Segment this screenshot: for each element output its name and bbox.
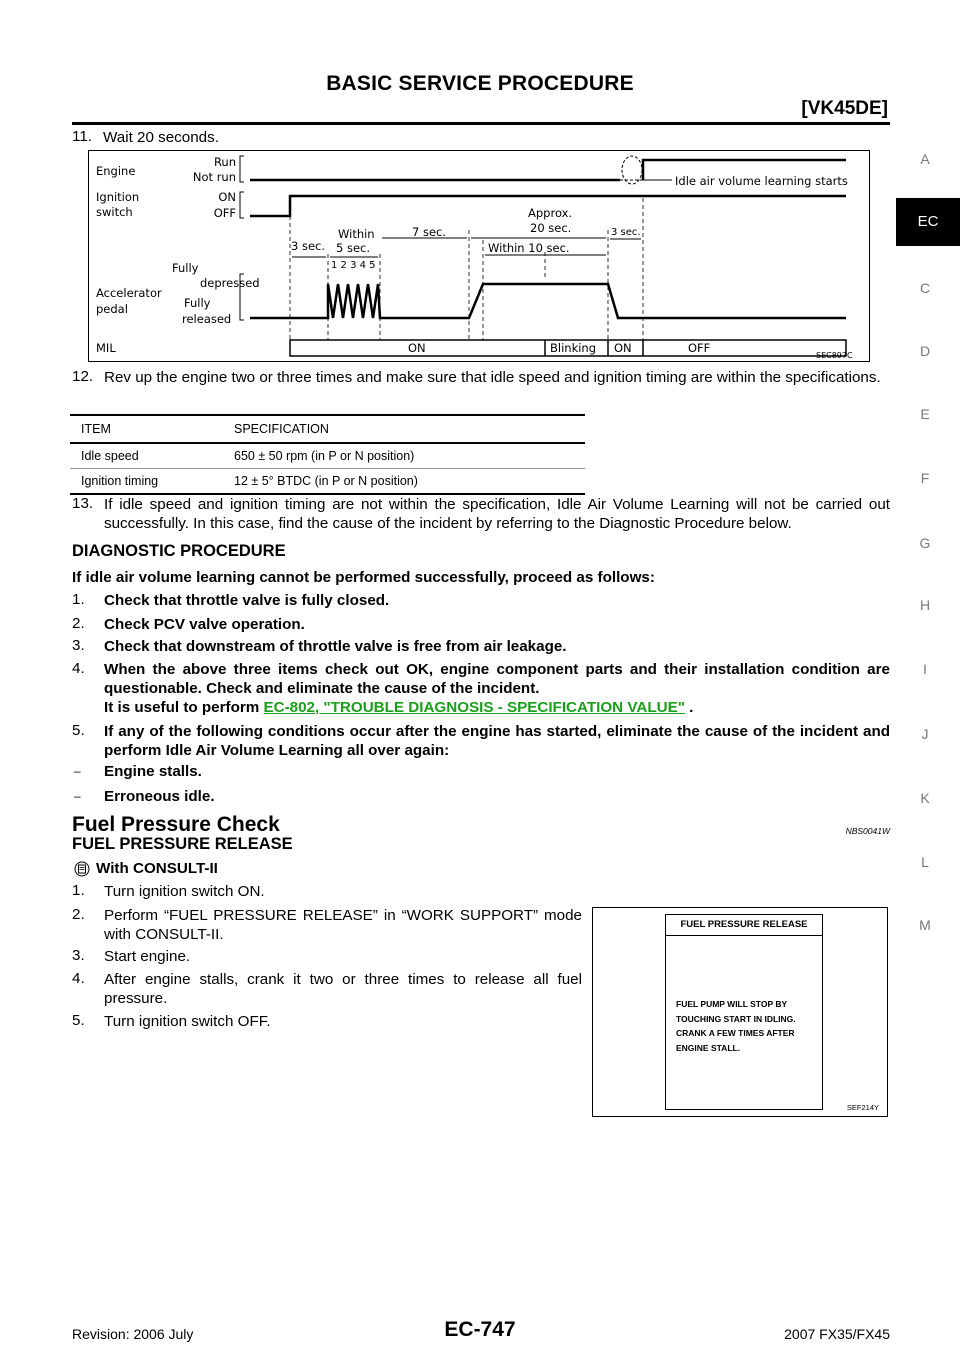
annot-7sec: 7 sec. [412, 225, 447, 239]
diag-intro: If idle air volume learning cannot be performed successfully, proceed as follows: [72, 569, 655, 586]
table-cell: 12 ± 5° BTDC (in P or N position) [223, 469, 585, 495]
spec-table [70, 414, 585, 495]
annot-approx-2: 20 sec. [530, 221, 572, 235]
fuel-step-2-text: Perform “FUEL PRESSURE RELEASE” in “WORK SUPPORT” mode with CONSULT-II. [104, 907, 582, 943]
state-run: Run [213, 155, 236, 169]
diag-item-1-number: 1. [72, 591, 85, 608]
fuel-section-code: NBS0041W [845, 826, 890, 836]
row-label-ignition-2: switch [96, 205, 133, 219]
step-11-text: Wait 20 seconds. [103, 129, 219, 146]
consult-screen-title: FUEL PRESSURE RELEASE [666, 915, 822, 936]
footer-revision: Revision: 2006 July [72, 1326, 194, 1342]
diag-heading: DIAGNOSTIC PROCEDURE [72, 542, 286, 560]
diagram-code: SEC897C [816, 351, 853, 360]
side-index-f[interactable]: F [920, 470, 930, 486]
diag-item-4-reference-intro: It is useful to perform [104, 699, 260, 716]
consult-screen-message [676, 997, 796, 1055]
diag-item-5-text: If any of the following conditions occur after the engine has started, eliminate the cause of the incident and perform Idle Air Volume Learning all over again: [104, 723, 890, 759]
side-index-a[interactable]: A [920, 151, 930, 167]
step-13-number: 13. [72, 495, 94, 512]
fuel-step-4-text: After engine stalls, crank it two or three times to release all fuel pressure. [104, 971, 582, 1007]
footer-model: 2007 FX35/FX45 [784, 1326, 890, 1342]
side-index-ec-tab[interactable]: EC [896, 198, 960, 246]
diag-item-4-number: 4. [72, 660, 85, 677]
side-index-l[interactable]: L [921, 854, 929, 870]
table-header: SPECIFICATION [223, 415, 585, 443]
fuel-step-3-text: Start engine. [104, 948, 191, 965]
fuel-step-1-text: Turn ignition switch ON. [104, 883, 265, 900]
page-number: EC-747 [444, 1318, 516, 1341]
figure-code: SEF214Y [846, 1103, 879, 1112]
row-label-ignition-1: Ignition [96, 190, 140, 204]
consult-screen-line: CRANK A FEW TIMES AFTER [676, 1028, 795, 1038]
fuel-step-3-number: 3. [72, 947, 85, 964]
annot-counts: 1 2 3 4 5 [331, 260, 376, 271]
diag-item-2-text: Check PCV valve operation. [104, 616, 305, 633]
step-12-number: 12. [72, 368, 94, 385]
subitem-2-dash: – [74, 789, 81, 803]
diag-item-5-number: 5. [72, 722, 85, 739]
consult-screen-figure [592, 907, 888, 1117]
state-not-run: Not run [192, 170, 236, 184]
idle-learning-timing-diagram [88, 150, 870, 362]
diag-item-4-text: When the above three items check out OK, engine component parts and their installation condition are questionable. Check and eliminate the cause of the incident. [104, 661, 890, 697]
table-cell: Idle speed [70, 443, 223, 469]
learning-starts-label: Idle air volume learning starts [675, 174, 848, 188]
annot-within-2: 5 sec. [336, 241, 371, 255]
specification-value-link[interactable]: EC-802, "TROUBLE DIAGNOSIS - SPECIFICATION VALUE" [263, 699, 685, 716]
side-index-d[interactable]: D [919, 343, 931, 359]
subitem-2-text: Erroneous idle. [104, 788, 215, 805]
fuel-step-5-text: Turn ignition switch OFF. [104, 1013, 271, 1030]
page-title: BASIC SERVICE PROCEDURE [326, 72, 634, 95]
diag-item-4-reference [104, 698, 890, 717]
row-label-accel-1: Accelerator [96, 286, 162, 300]
row-label-engine: Engine [96, 164, 136, 178]
fuel-step-4-number: 4. [72, 970, 85, 987]
consult-screen-line: TOUCHING START IN IDLING. [676, 1013, 796, 1024]
table-cell: 650 ± 50 rpm (in P or N position) [223, 443, 585, 469]
step-11-number: 11. [72, 128, 92, 145]
table-row [70, 443, 585, 469]
table-header-row [70, 415, 585, 443]
state-fully-released-1: Fully [184, 296, 211, 310]
fuel-subheading: FUEL PRESSURE RELEASE [72, 835, 293, 853]
annot-within10: Within 10 sec. [488, 241, 570, 255]
engine-code: [VK45DE] [801, 98, 888, 119]
mil-state-on-2: ON [614, 341, 632, 355]
state-fully-released-2: released [182, 312, 232, 326]
consult-label: With CONSULT-II [96, 860, 218, 877]
state-on: ON [218, 190, 236, 204]
consult-screen [665, 914, 823, 1110]
state-off: OFF [213, 206, 236, 220]
diag-item-1-text: Check that throttle valve is fully closed. [104, 592, 390, 609]
subitem-1-dash: – [74, 764, 81, 778]
side-index-i[interactable]: I [923, 661, 927, 677]
side-index-h[interactable]: H [919, 597, 931, 613]
table-row [70, 469, 585, 495]
fuel-step-5-number: 5. [72, 1012, 85, 1029]
row-label-mil: MIL [96, 341, 116, 355]
fuel-step-2-number: 2. [72, 906, 85, 923]
header-rule [72, 122, 890, 125]
table-header: ITEM [70, 415, 223, 443]
step-12-text: Rev up the engine two or three times and make sure that idle speed and ignition timing are within the specifications. [104, 369, 881, 386]
side-index-c[interactable]: C [919, 280, 931, 296]
diag-item-2-number: 2. [72, 615, 85, 632]
side-index-j[interactable]: J [921, 726, 929, 742]
fuel-heading: Fuel Pressure Check [72, 813, 280, 836]
state-fully-depressed-1: Fully [172, 261, 199, 275]
diag-item-3-text: Check that downstream of throttle valve is free from air leakage. [104, 638, 567, 655]
annot-3sec: 3 sec. [291, 239, 326, 253]
side-index-m[interactable]: M [919, 917, 931, 933]
subitem-1-text: Engine stalls. [104, 763, 202, 780]
annot-3sec-b: 3 sec. [611, 227, 641, 238]
diag-item-4-reference-tail: . [689, 699, 694, 716]
row-label-accel-2: pedal [96, 302, 128, 316]
side-index-g[interactable]: G [919, 535, 931, 551]
mil-state-blinking: Blinking [550, 341, 597, 355]
diag-item-3-number: 3. [72, 637, 85, 654]
consult-screen-line: FUEL PUMP WILL STOP BY [676, 999, 788, 1009]
table-cell: Ignition timing [70, 469, 223, 495]
consult-icon [74, 861, 90, 877]
mil-state-off: OFF [688, 341, 711, 355]
state-fully-depressed-2: depressed [200, 276, 260, 290]
step-13-text: If idle speed and ignition timing are not within the specification, Idle Air Volume Learning will not be carried out successfully. In this case, find the cause of the incident by referring to the Diagnostic Procedure below. [104, 496, 890, 532]
side-index-e[interactable]: E [920, 406, 930, 422]
annot-approx-1: Approx. [528, 206, 573, 220]
fuel-step-1-number: 1. [72, 882, 85, 899]
side-index-k[interactable]: K [920, 790, 930, 806]
consult-screen-line: ENGINE STALL. [676, 1042, 741, 1053]
mil-state-on: ON [408, 341, 426, 355]
annot-within-1: Within [338, 227, 375, 241]
